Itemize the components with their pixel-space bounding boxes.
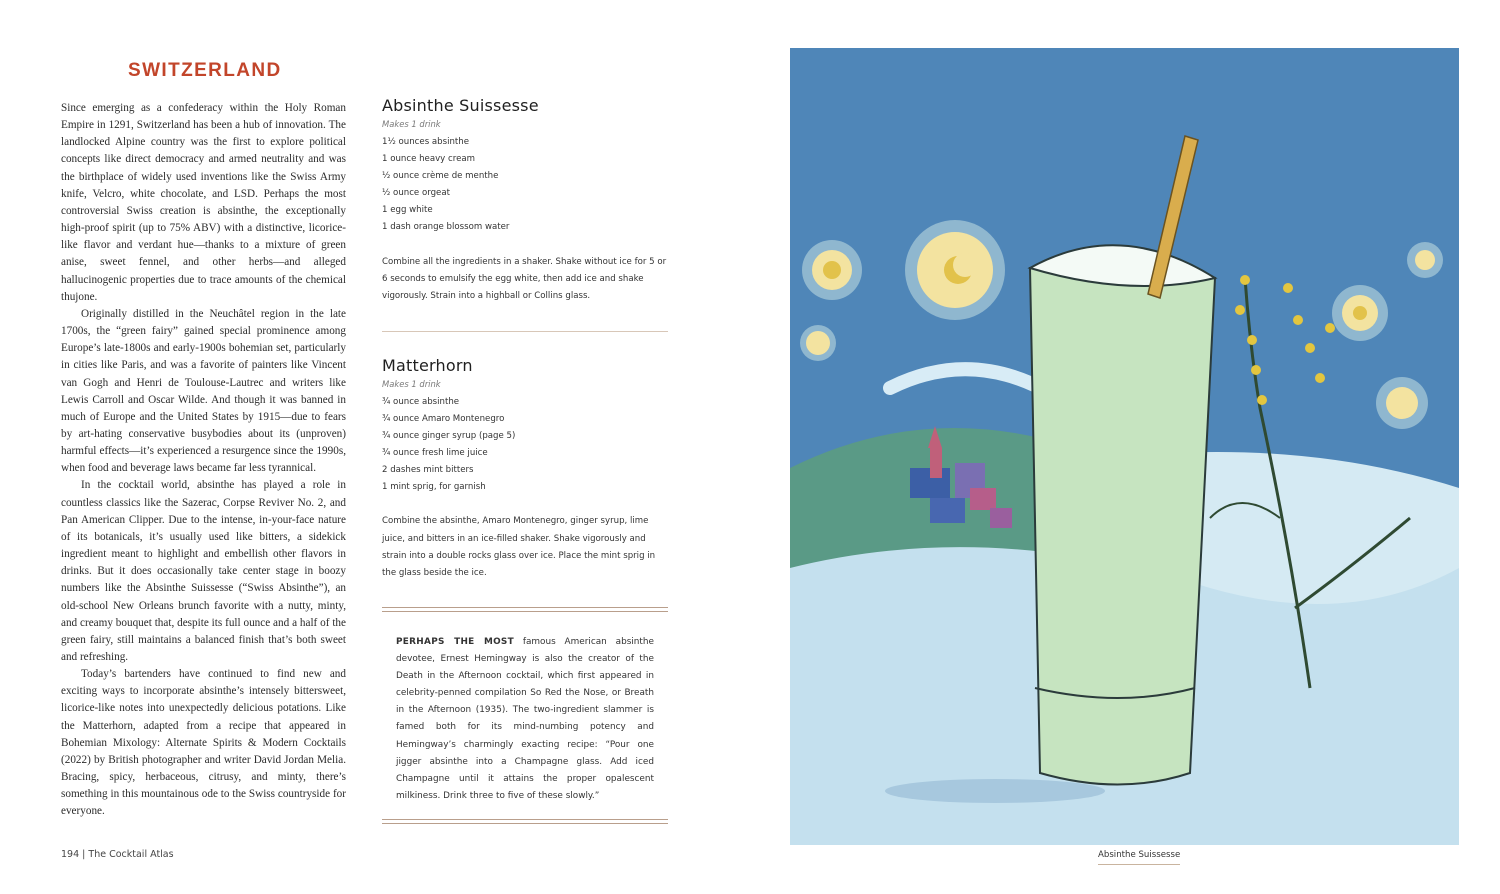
recipe-method: Combine the absinthe, Amaro Montenegro, ginger syrup, lime juice, and bitters in an ice-filled shaker. Shake vigorously and strain into a double rocks glass over ice. Place the mint sprig in the glass beside the ice. (382, 516, 656, 578)
illustration-caption: Absinthe Suissesse (1098, 850, 1180, 865)
sidebar-text (382, 612, 668, 819)
body-paragraph: Today’s bartenders have continued to find new and exciting ways to incorporate absinthe’s intensely bittersweet, licorice-like notes into unexpectedly delicious potations. Like the Matterhorn, adapted from a recipe that appeared in Bohemian Mixology: Alternate Spirits & Modern Cocktails (2022) by British photographer and writer David Jordan Melia. Bracing, spicy, herbaceous, citrusy, and minty, there’s something in this mountainous ode to the Swiss countryside for everyone. (61, 668, 346, 818)
swirl-star (800, 325, 836, 361)
swirl-star (1332, 285, 1388, 341)
page-footer (61, 849, 174, 860)
sidebar-lead: PERHAPS THE MOST (396, 637, 514, 647)
recipe-method: Combine all the ingredients in a shaker. Shake without ice for 5 or 6 seconds to emulsify the egg white, then add ice and shake vigorously. Strain into a highball or Collins glass. (382, 256, 667, 301)
recipe-yield: Makes 1 drink (382, 119, 441, 129)
recipe-divider (382, 331, 668, 332)
book-title: The Cocktail Atlas (88, 849, 174, 860)
page-number: 194 (61, 849, 80, 860)
swirl-star (802, 240, 862, 300)
illustration (790, 48, 1459, 845)
body-paragraph: In the cocktail world, absinthe has played a role in countless classics like the Sazerac, Corpse Reviver No. 2, and Pan American Clipper. Due to the intense, in-your-face nature of its botanicals, it’s usually used like bitters, a sidekick ingredient meant to highlight and embellish other flavors in drinks. But it does occasionally take center stage in boozy numbers like the Absinthe Suissesse (“Swiss Absinthe”), an old-school New Orleans brunch favorite with a nutty, minty, and creamy bouquet that, despite its full ounce and a half of the green fairy, still maintains a balanced finish that’s both sweet and refreshing. (61, 479, 346, 663)
glass-shadow (885, 779, 1105, 803)
ingredient: 2 dashes mint bitters (382, 465, 474, 476)
ingredient: 1 dash orange blossom water (382, 222, 510, 233)
recipe-absinthe-suissesse (382, 96, 668, 305)
recipe-yield: Makes 1 drink (382, 378, 441, 389)
ingredient-list (382, 134, 668, 237)
ingredient: 1 mint sprig, for garnish (382, 482, 486, 493)
recipe-matterhorn (382, 356, 668, 582)
ingredient: ¾ ounce Amaro Montenegro (382, 413, 505, 424)
swirl-star (1376, 377, 1428, 429)
section-heading: SWITZERLAND (128, 60, 282, 81)
recipes-column (382, 96, 668, 582)
ingredient: ¾ ounce fresh lime juice (382, 448, 488, 459)
swirl-star (1407, 242, 1443, 278)
ingredient: 1½ ounces absinthe (382, 137, 470, 147)
body-paragraph: Since emerging as a confederacy within the Holy Roman Empire in 1291, Switzerland has been a hub of innovation. The landlocked Alpine country was the first to explore political concepts like direct democracy and armed neutrality and was the birthplace of widely used inventions like the Swiss Army knife, Velcro, white chocolate, and LSD. Perhaps the most controversial Swiss creation is absinthe, the exceptionally high-proof spirit (up to 75% ABV) with a distinctive, licorice-like flavor and verdant hue—thanks to a mixture of green anise, sweet fennel, and other herbs—and alleged hallucinogenic properties due to trace amounts of the chemical thujone. (61, 102, 346, 303)
highball-glass (1030, 245, 1215, 784)
sidebar-box (382, 607, 668, 824)
ingredient: ½ ounce crème de menthe (382, 171, 499, 182)
ingredient: ¾ ounce ginger syrup (page 5) (382, 431, 516, 442)
ingredient: ½ ounce orgeat (382, 188, 450, 199)
recipe-title: Absinthe Suissesse (382, 96, 539, 115)
ingredient-list (382, 394, 668, 497)
sidebar-rule-bottom (382, 819, 668, 824)
sidebar-body: famous American absinthe devotee, Ernest Hemingway is also the creator of the Death in the Afternoon cocktail, which first appeared in celebrity-penned compilation So Red the Nose, or Breath in the Afternoon (1935). The two-ingredient slammer is famed both for its mind-numbing potency and Hemingway’s charmingly exacting recipe: “Pour one jigger absinthe into a Champagne glass. Add iced Champagne until it attains the proper opalescent milkiness. Drink three to five of these slowly.” (396, 637, 654, 801)
body-paragraph: Originally distilled in the Neuchâtel region in the late 1700s, the “green fairy” gained special prominence among Europe’s late-1800s and early-1900s bohemian set, particularly in cities like Paris, and was a favorite of painters like Vincent van Gogh and Henri de Toulouse-Lautrec and writers like Lewis Carroll and Oscar Wilde. And though it was banned in much of Europe and the United States by 1915—due to fears by art-hating conservative busybodies about its (unproven) harmful effects—it’s experienced a resurgence since the 1990s, when food and beverage laws became far less tyrannical. (61, 307, 346, 475)
moon-star (905, 220, 1005, 320)
body-text-column (61, 100, 346, 821)
recipe-title: Matterhorn (382, 355, 473, 375)
ingredient: 1 ounce heavy cream (382, 154, 475, 165)
footer-separator: | (82, 849, 86, 860)
ingredient: ¾ ounce absinthe (382, 396, 460, 407)
ingredient: 1 egg white (382, 205, 433, 216)
